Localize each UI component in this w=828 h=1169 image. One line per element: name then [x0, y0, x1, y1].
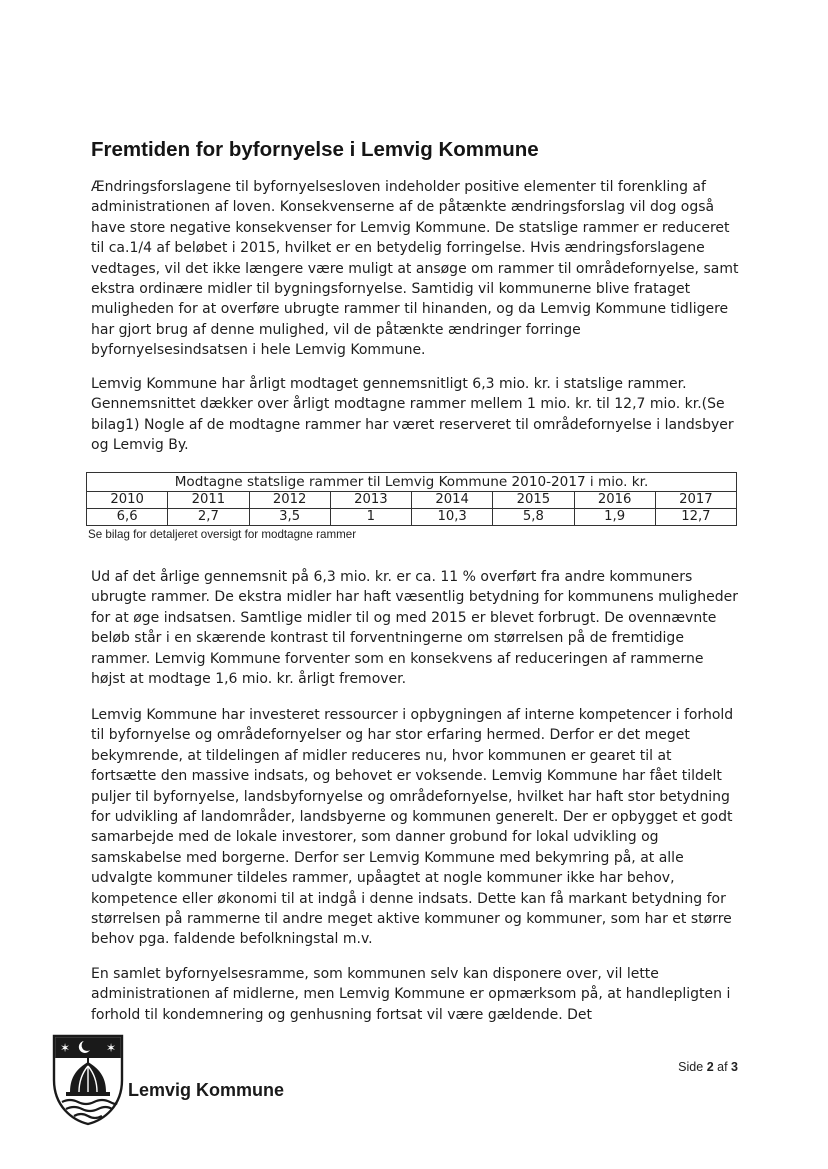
table-value-cell: 6,6	[87, 509, 168, 526]
table-year-cell: 2010	[87, 492, 168, 509]
page-number	[678, 1060, 738, 1074]
brand-name: Lemvig Kommune	[128, 1080, 285, 1100]
table-value-cell: 1	[330, 509, 411, 526]
table-caption-row	[87, 473, 737, 492]
table-year-cell: 2011	[168, 492, 249, 509]
table-value-row	[87, 509, 737, 526]
paragraph-3: Ud af det årlige gennemsnit på 6,3 mio. kr. er ca. 11 % overført fra andre kommuners ubrugte rammer. De ekstra midler har haft væsentlig betydning for kommunens muligheder for at øge indsatsen. Samtlige midler til og med 2015 er blevet forbrugt. De ovennævnte beløb står i en skærende kontrast til forventningerne om størrelsen på de fremtidige rammer. Lemvig Kommune forventer som en konsekvens af reduceringen af rammerne højst at modtage 1,6 mio. kr. årligt fremover.	[91, 569, 739, 688]
rammer-table	[86, 472, 737, 526]
table-year-row	[87, 492, 737, 509]
table-value-cell: 1,9	[574, 509, 655, 526]
paragraph-2: Lemvig Kommune har årligt modtaget gennemsnitligt 6,3 mio. kr. i statslige rammer. Gennemsnittet dækker over årligt modtagne rammer mellem 1 mio. kr. til 12,7 mio. kr.(Se bilag1) Nogle af de modtagne rammer har været reserveret til områdefornyelse i landsbyer og Lemvig By.	[91, 376, 734, 454]
table-value-cell: 12,7	[655, 509, 736, 526]
table-value-cell: 10,3	[412, 509, 493, 526]
table-year-cell: 2012	[249, 492, 330, 509]
table-value-cell: 3,5	[249, 509, 330, 526]
page-current: 2	[706, 1060, 714, 1074]
page-title: Fremtiden for byfornyelse i Lemvig Kommune	[91, 138, 539, 161]
table-caption: Modtagne statslige rammer til Lemvig Kommune 2010-2017 i mio. kr.	[87, 473, 737, 492]
page-total: 3	[731, 1060, 738, 1074]
page-prefix: Side	[678, 1060, 704, 1074]
table-year-cell: 2016	[574, 492, 655, 509]
svg-text:✶: ✶	[105, 1041, 117, 1055]
page-separator: af	[717, 1060, 728, 1074]
table-value-cell: 2,7	[168, 509, 249, 526]
table-year-cell: 2017	[655, 492, 736, 509]
table-year-cell: 2014	[412, 492, 493, 509]
lemvig-coat-of-arms-icon	[52, 1034, 124, 1126]
paragraph-5: En samlet byfornyelsesramme, som kommunen selv kan disponere over, vil lette administrationen af midlerne, men Lemvig Kommune er opmærksom på, at handlepligten i forhold til kondemnering og genhusning fortsat vil være gældende. Det	[91, 966, 731, 1023]
table-note: Se bilag for detaljeret oversigt for modtagne rammer	[88, 528, 357, 541]
svg-text:✶: ✶	[59, 1041, 71, 1055]
table-value-cell: 5,8	[493, 509, 574, 526]
paragraph-4: Lemvig Kommune har investeret ressourcer i opbygningen af interne kompetencer i forhold til byfornyelse og områdefornyelser og har stor erfaring hermed. Derfor er det meget bekymrende, at tildelingen af midler reduceres nu, hvor kommunen er gearet til at fortsætte den massive indsats, og behovet er voksende. Lemvig Kommune har fået tildelt puljer til byfornyelse, landsbyfornyelse og områdefornyelse, hvilket har haft stor betydning for udvikling af landområder, landsbyerne og kommunen generelt. Der er opbygget et godt samarbejde med de lokale investorer, som danner grobund for lokal udvikling og samskabelse med borgerne. Derfor ser Lemvig Kommune med bekymring på, at alle udvalgte kommuner tildeles rammer, upåagtet at nogle kommuner ikke har behov, kompetence eller økonomi til at indgå i denne indsats. Dette kan få markant betydning for størrelsen på rammerne til andre meget aktive kommuner og kommuner, som har et større behov pga. faldende befolkningstal m.v.	[91, 707, 734, 948]
paragraph-1: Ændringsforslagene til byfornyelsesloven indeholder positive elementer til forenkling af administrationen af loven. Konsekvenserne af de påtænkte ændringsforslag vil dog også have store negative konsekvenser for Lemvig Kommune. De statslige rammer er reduceret til ca.1/4 af beløbet i 2015, hvilket er en betydelig forringelse. Hvis ændringsforslagene vedtages, vil det ikke længere være muligt at ansøge om rammer til områdefornyelse, samt ekstra ordinære midler til bygningsfornyelse. Samtidig vil kommunerne blive frataget muligheden for at overføre ubrugte rammer til hinanden, og da Lemvig Kommune tidligere har gjort brug af denne mulighed, vil de påtænkte ændringer forringe byfornyelsesindsatsen i hele Lemvig Kommune.	[91, 179, 739, 359]
table-year-cell: 2013	[330, 492, 411, 509]
table-year-cell: 2015	[493, 492, 574, 509]
